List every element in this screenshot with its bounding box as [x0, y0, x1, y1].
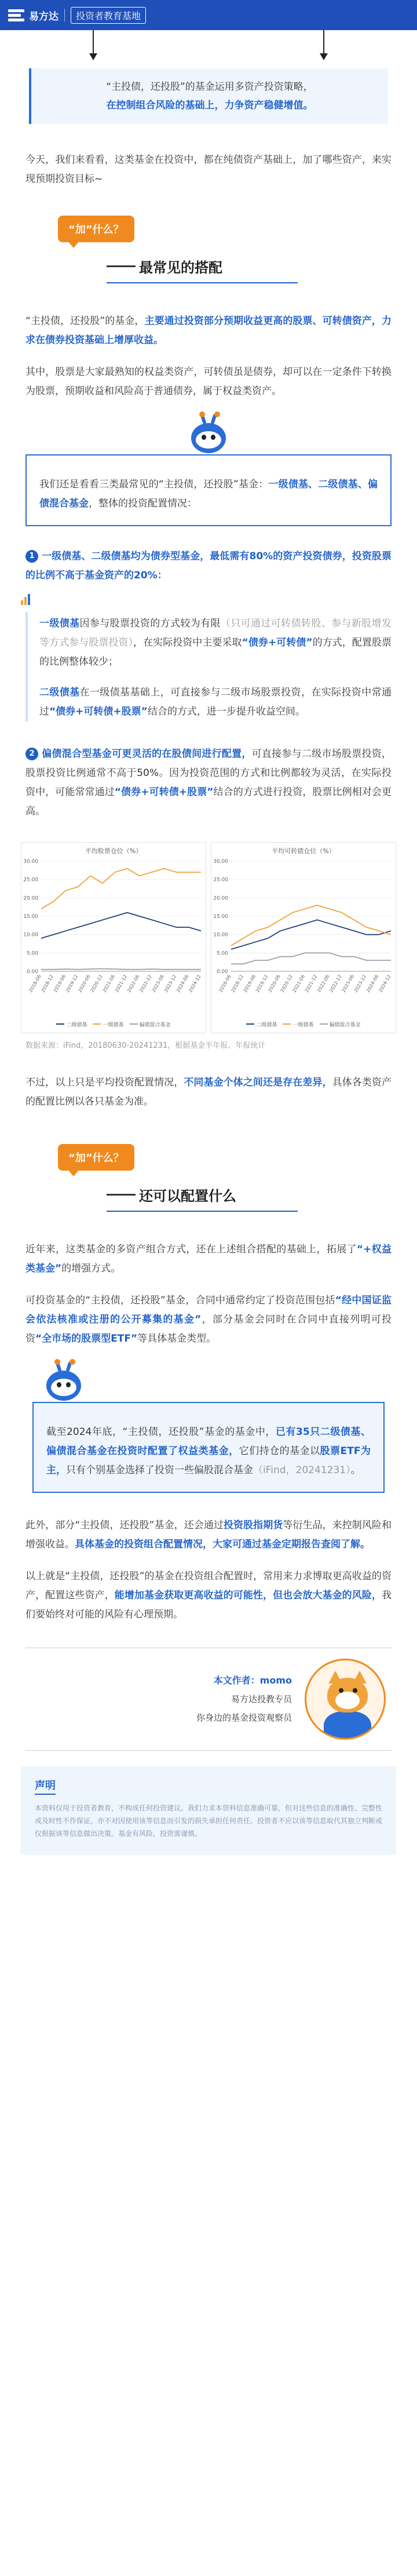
x-tick-label: 2022-12: [138, 974, 153, 993]
legend-item: 二级债基: [56, 1021, 87, 1028]
brand-divider: [64, 9, 65, 21]
section-title-wrap: [107, 1185, 236, 1205]
x-tick-label: 2022-06: [316, 974, 331, 993]
strategy-box: [29, 68, 388, 124]
level1-text: 因参与股票投资的方式较为有限: [79, 618, 221, 629]
frame2-text-c: 它们持仓的基金以: [239, 1445, 320, 1457]
chart-title: 平均可转债仓位（%）: [272, 847, 335, 855]
s2-paragraph-3: [25, 1516, 392, 1554]
y-tick-label: 30.00: [213, 859, 228, 865]
summary-bold: 不同基金个体之间还是存在差异，: [184, 1077, 332, 1088]
x-tick-label: 2019-12: [64, 974, 79, 993]
point-2: [25, 745, 392, 821]
x-tick-label: 2019-06: [52, 974, 67, 993]
frame1-text-b: 一级债基、二级债基、偏债混合基金: [39, 479, 378, 509]
strategy-line1: “主投债，还投股”的基金运用多资产投资策略，: [106, 81, 313, 93]
section-bubble: “加”什么？: [58, 216, 134, 242]
mascot-wrap: [0, 1361, 417, 1407]
section-heading-2: [58, 1144, 359, 1219]
strategy-line2: 在控制组合风险的基础上，力争资产稳健增值。: [106, 100, 313, 111]
x-tick-label: 2018-06: [218, 974, 232, 993]
convertible-position-plot: [211, 855, 397, 1012]
x-tick-label: 2022-12: [328, 974, 343, 993]
brand-name: 易方达: [29, 10, 58, 23]
level1-note: （只可通过可转债转股、参与新股增发等方式参与股票投资）: [39, 618, 392, 648]
s2-p3-bold: 投资股指期货: [223, 1520, 283, 1531]
x-tick-label: 2023-12: [353, 974, 368, 993]
x-tick-label: 2020-06: [77, 974, 92, 993]
frame2-text-g: 。: [350, 1464, 361, 1476]
x-tick-label: 2024-06: [365, 974, 380, 993]
x-tick-label: 2021-06: [101, 974, 116, 993]
level1-label: 一级债基: [39, 618, 80, 629]
chart-legend: [211, 1021, 396, 1028]
s2-p1-text: 近年来，这类基金的多资产组合方式，还在上述组合搭配的基础上，拓展了: [25, 1244, 357, 1255]
x-tick-label: 2024-12: [188, 974, 202, 993]
x-tick-label: 2018-12: [40, 974, 54, 993]
series-line: [41, 869, 201, 909]
mascot-wrap: [0, 414, 417, 459]
legend-swatch: [283, 1023, 291, 1025]
frame1-text-a: 我们还是看看三类最常见的“主投债，还投股”基金：: [39, 479, 269, 490]
section-underline: [107, 1211, 298, 1212]
mascot-icon: [41, 1361, 87, 1407]
y-tick-label: 15.00: [213, 914, 228, 920]
stock-position-plot: [21, 855, 207, 1012]
x-tick-label: 2020-06: [267, 974, 281, 993]
series-line: [231, 953, 391, 964]
frame2-text-e: 只有个别基金选择了投资一些偏股混合基金: [66, 1464, 253, 1476]
y-tick-label: 25.00: [213, 877, 228, 883]
point-number: 2: [25, 748, 38, 760]
bond-fund-detail: [25, 612, 392, 722]
y-tick-label: 30.00: [23, 859, 38, 865]
s1-paragraph-2: 其中，股票是大家最熟知的权益类资产，可转债虽是债券，却可以在一定条件下转换为股票，预期收益和风险高于普通债券，属于权益类资产。: [25, 366, 392, 397]
frame1-text-c: ，整体的投资配置情况：: [89, 498, 197, 509]
mascot-icon: [185, 414, 232, 459]
s2-p4-text-2: 我们要始终对可能的风险有心理预期。: [25, 1590, 392, 1620]
section-title: 还可以配置什么: [139, 1188, 236, 1204]
y-tick-label: 5.00: [26, 950, 38, 957]
level1-text-3: 的方式，配置股票的比例整体较少；: [39, 637, 392, 668]
author-name: 本文作者：momo: [213, 1675, 292, 1686]
x-tick-label: 2021-12: [303, 974, 319, 993]
point2-bold: 偏债混合型基金可更灵活的在股债间进行配置，: [42, 748, 252, 760]
section-title-wrap: [107, 256, 222, 276]
brand-tag: 投资者教育基地: [71, 7, 146, 24]
author-org: 易方达投教专员: [231, 1694, 292, 1704]
x-tick-label: 2018-12: [230, 974, 244, 993]
point2-text-2: 结合的方式进行投资，股票比例相对会更高。: [25, 786, 392, 817]
s2-p4-bold: 能增加基金获取更高收益的可能性，但也会放大基金的风险，: [114, 1590, 382, 1601]
s2-p3-text: 此外，部分“主投债，还投股”基金，还会通过: [25, 1520, 224, 1531]
s2-p4-text: 以上就是“主投债，还投股”的基金在投资组合配置时，常用来力求博取更高收益的资产，配置这些资产，: [25, 1571, 392, 1601]
level2-label: 二级债基: [39, 687, 80, 698]
s1-p1-bold: 主要通过投资部分预期收益更高的股票、可转债资产，力求在债券投资基础上增厚收益。: [25, 315, 392, 346]
section-underline: [107, 282, 298, 283]
s2-p2-text: 可投资基金的“主投债，还投股”基金，合同中通常约定了投资范围包括: [25, 1295, 335, 1306]
s2-paragraph-1: [25, 1240, 392, 1278]
legend-item: 二级债基: [246, 1021, 277, 1028]
x-tick-label: 2021-12: [114, 974, 129, 993]
brand-logo-icon: [8, 9, 25, 21]
point-number: 1: [25, 550, 38, 563]
legend-item: 一级债基: [283, 1021, 313, 1028]
y-tick-label: 0.00: [26, 969, 38, 975]
y-tick-label: 5.00: [216, 950, 228, 957]
x-tick-label: 2020-12: [89, 974, 104, 993]
x-tick-label: 2024-06: [175, 974, 190, 993]
level1-paragraph: [39, 614, 392, 672]
summary-text: 不过，以上只是平均投资配置情况，: [25, 1077, 184, 1088]
legend-swatch: [93, 1023, 101, 1025]
level1-text-2: ，在实际投资中主要采取: [133, 637, 242, 648]
point1-text: 一级债基、二级债基均为债券型基金，最低需有80%的资产投资债券，投资股票的比例不高于基金资产的20%：: [25, 551, 392, 581]
allocation-charts: [21, 842, 396, 1033]
title-dash: [107, 265, 136, 267]
bar-chart-icon: [21, 593, 34, 605]
stock-position-chart: [21, 842, 206, 1033]
title-dash: [107, 1194, 136, 1196]
x-tick-label: 2020-12: [279, 974, 294, 993]
author-card: [25, 1648, 392, 1751]
point2-combo: “债券+可转债+股票”: [114, 786, 214, 798]
series-line: [231, 905, 391, 946]
y-tick-label: 0.00: [216, 969, 228, 975]
author-role: 你身边的基金投资观察员: [196, 1713, 292, 1723]
section-heading-1: [58, 216, 359, 291]
x-tick-label: 2018-06: [28, 974, 42, 993]
arrow-down-icon: [323, 30, 324, 54]
chart-title: 平均股票仓位（%）: [85, 847, 142, 855]
fund-types-frame: [25, 454, 392, 526]
convertible-position-chart: [211, 842, 396, 1033]
level2-paragraph: [39, 683, 392, 722]
author-avatar: [305, 1659, 386, 1740]
level2-text: 在一级债基基础上，可直接参与二级市场股票投资，在实际投资中常通过: [39, 687, 392, 717]
summary-text-2: 具体各类资产的配置比例以各只基金为准。: [25, 1077, 392, 1107]
x-tick-label: 2022-06: [126, 974, 141, 993]
level1-combo: “债券+可转债”: [242, 637, 313, 648]
x-tick-label: 2019-06: [242, 974, 257, 993]
legend-item: 一级债基: [93, 1021, 123, 1028]
arrow-down-icon: [93, 30, 94, 54]
y-tick-label: 20.00: [213, 895, 228, 902]
disclaimer-box: [21, 1766, 396, 1855]
s2-p1-text-2: 的增强方式。: [61, 1263, 121, 1274]
section-bubble: “加”什么？: [58, 1144, 134, 1171]
disclaimer-title: 声明: [35, 1777, 56, 1795]
brand[interactable]: [8, 8, 58, 23]
y-tick-label: 10.00: [213, 932, 228, 938]
legend-swatch: [130, 1023, 138, 1025]
legend-swatch: [320, 1023, 328, 1025]
s2-p1-bold: “+权益类基金”: [25, 1244, 392, 1274]
y-tick-label: 20.00: [23, 895, 38, 902]
frame2-note: （iFind，20241231）: [253, 1464, 351, 1476]
x-tick-label: 2021-06: [291, 974, 306, 993]
top-bar: [0, 0, 417, 30]
s2-paragraph-2: [25, 1291, 392, 1349]
level2-text-2: 结合的方式，进一步提升收益空间。: [147, 706, 305, 717]
legend-item: 偏债混合基金: [320, 1021, 361, 1028]
s2-p3-bold-2: 具体基金的投资组合配置情况，大家可通过基金定期报告查阅了解。: [75, 1539, 370, 1550]
s2-p2-text-3: 等具体基金类型。: [137, 1333, 217, 1345]
legend-swatch: [246, 1023, 254, 1025]
s2-p3-text-2: 等衍生品，来控制风险和增强收益。: [25, 1520, 392, 1550]
y-tick-label: 25.00: [23, 877, 38, 883]
frame2-text-d: 股票ETF为主，: [46, 1445, 371, 1476]
x-tick-label: 2024-12: [378, 974, 392, 993]
x-tick-label: 2023-06: [341, 974, 356, 993]
x-tick-label: 2023-06: [151, 974, 166, 993]
s1-paragraph-1: [25, 312, 392, 350]
flow-arrows: [35, 30, 382, 65]
chart-legend: [21, 1021, 206, 1028]
level2-combo: “债券+可转债+股票”: [49, 706, 148, 717]
s1-p1-text: “主投债，还投股”的基金，: [25, 315, 145, 327]
s2-p2-bold: “经中国证监会依法核准或注册的公开募集的基金”: [25, 1295, 392, 1325]
series-line: [41, 969, 201, 970]
frame2-text-a: 截至2024年底，“主投债，还投股”基金的基金中，: [46, 1426, 276, 1438]
s2-p2-bold-2: “全市场的股票型ETF”: [35, 1333, 138, 1345]
y-tick-label: 15.00: [23, 914, 38, 920]
y-tick-label: 10.00: [23, 932, 38, 938]
fund-of-funds-frame: [32, 1402, 385, 1493]
point2-text: 可直接参与二级市场股票投资，股票投资比例通常不高于50%。因为投资范围的方式和比例都较为灵活，在实际投资中，可能常常通过: [25, 748, 392, 798]
legend-swatch: [56, 1023, 64, 1025]
s2-paragraph-4: [25, 1567, 392, 1624]
point-1: [25, 547, 392, 585]
x-tick-label: 2019-12: [254, 974, 269, 993]
chart-source: 数据来源：iFind，20180630-20241231，根据基金半年报、年报统计: [25, 1041, 266, 1050]
author-text: [196, 1671, 292, 1727]
section-title: 最常见的搭配: [139, 260, 222, 276]
x-tick-label: 2023-12: [163, 974, 178, 993]
frame2-text-b: 已有35只二级债基、偏债混合基金在投资时配置了权益类基金，: [46, 1426, 371, 1457]
legend-item: 偏债混合基金: [130, 1021, 171, 1028]
intro-paragraph: 今天，我们来看看，这类基金在投资中，都在纯债资产基础上，加了哪些资产，来实现预期投资目标~: [25, 154, 392, 185]
s2-p2-text-2: ，部分基金会同时在合同中直接列明可投资: [25, 1314, 392, 1345]
summary-paragraph: [25, 1073, 392, 1112]
disclaimer-text: 本资料仅用于投资者教育，不构成任何投资建议。我们力求本资料信息准确可靠，但对这些信息的准确性、完整性或及时性不作保证，亦不对因使用该等信息而引发的损失承担任何责任。投资者不应以该等信息取代其独立判断或仅根据该等信息做出决策。基金有风险，投资需谨慎。: [35, 1804, 383, 1838]
